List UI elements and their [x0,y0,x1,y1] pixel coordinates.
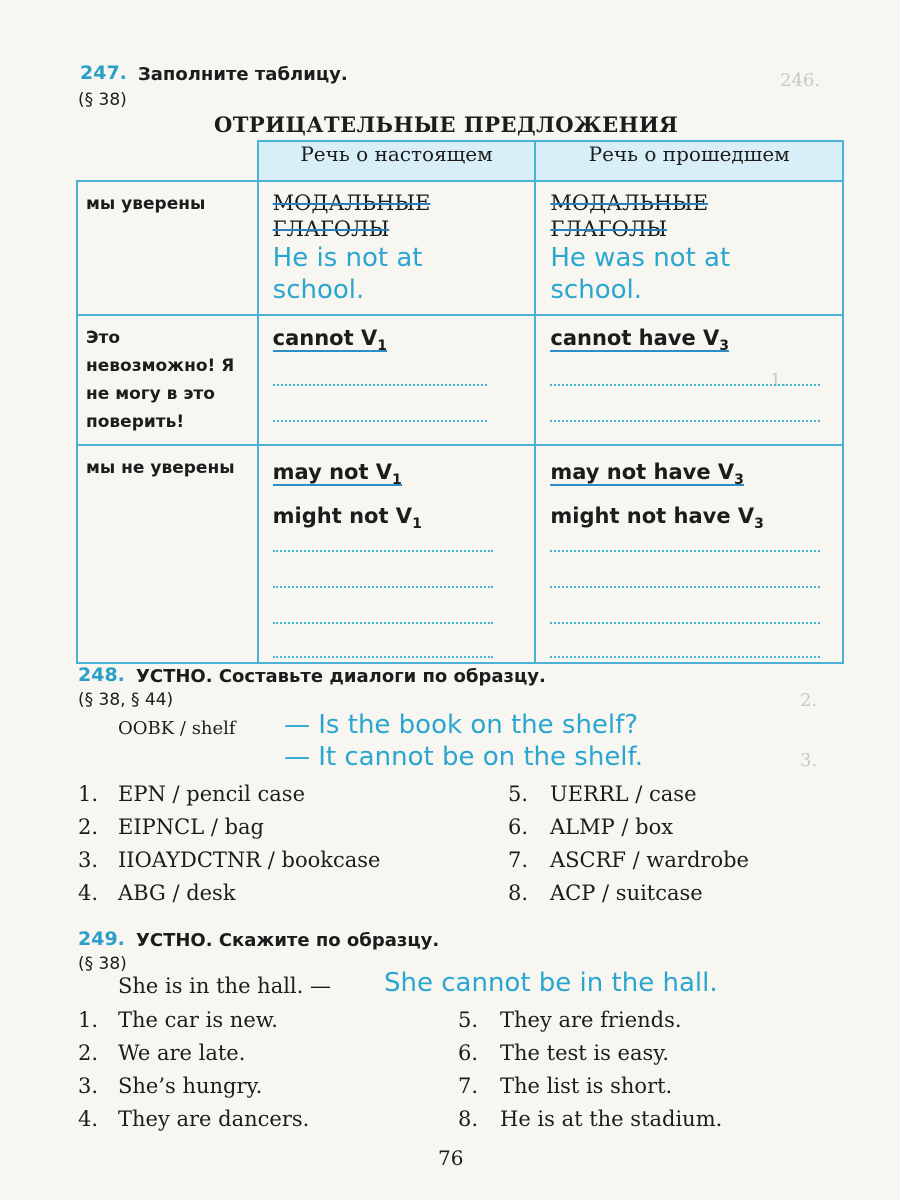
list-item: 7. The list is short. [458,1074,673,1098]
list-item: 6. ALMP / box [508,815,674,839]
cell-not-sure-past [535,445,843,663]
list-item: 3. IIOAYDCTNR / bookcase [78,848,381,872]
negative-sentences-table [76,140,844,664]
struck-text: МОДАЛЬНЫЕ ГЛАГОЛЫ [272,191,431,241]
exercise-list-right [508,778,749,910]
list-item: 5. UERRL / case [508,782,697,806]
list-item: 5. They are friends. [458,1008,682,1032]
list-item: 1. The car is new. [78,1008,278,1032]
answer-line [550,384,820,386]
exercise-list-right [458,1004,722,1136]
exercise-number: 247. [80,62,127,84]
form-text: cannot have $V_3$ [550,326,730,355]
cell-impossible-past [535,315,843,445]
handwritten-answer: — Is the book on the shelf? [284,710,639,740]
handwritten-answer: He is not at school. [272,243,423,305]
answer-line [550,586,820,588]
section-reference: (§ 38) [78,90,127,110]
show-through-text: 246. [780,70,821,91]
form-text: cannot $V_1$ [272,326,387,355]
list-item: 4. They are dancers. [78,1107,310,1131]
exercise-instruction: Заполните таблицу. [138,64,348,85]
list-item: 2. EIPNCL / bag [78,815,264,839]
answer-line [273,384,487,386]
struck-text: МОДАЛЬНЫЕ ГЛАГОЛЫ [550,191,709,241]
row-label-not-sure: мы не уверены [77,445,258,663]
list-item: 7. ASCRF / wardrobe [508,848,749,872]
row-label-impossible: Это невозможно! Я не могу в это поверить! [77,315,258,445]
answer-line [550,550,820,552]
column-header-past: Речь о прошедшем [535,141,843,181]
exercise-list-left [78,1004,309,1136]
list-item: 3. She’s hungry. [78,1074,263,1098]
answer-line [273,550,493,552]
table-title: ОТРИЦАТЕЛЬНЫЕ ПРЕДЛОЖЕНИЯ [214,112,679,137]
exercise-instruction: УСТНО. Составьте диалоги по образцу. [136,666,546,687]
example-prompt: She is in the hall. — [118,974,331,998]
show-through-text: 2. [800,690,818,711]
cell-sure-past [535,181,843,315]
section-reference: (§ 38, § 44) [78,690,174,710]
handwritten-answer: She cannot be in the hall. [384,968,718,998]
exercise-number: 249. [78,928,125,950]
answer-line [273,586,493,588]
answer-line [550,656,820,658]
form-text: may not have $V_3$ [550,460,744,489]
form-text: may not $V_1$ [272,460,402,489]
page-number: 76 [438,1146,464,1170]
form-text: might not have $V_3$ [550,504,764,533]
column-header-present: Речь о настоящем [258,141,536,181]
list-item: 8. ACP / suitcase [508,881,703,905]
show-through-text: 3. [800,750,818,771]
list-item: 1. EPN / pencil case [78,782,306,806]
handwritten-answer: He was not at school. [550,243,731,305]
list-item: 2. We are late. [78,1041,246,1065]
cell-impossible-present [258,315,536,445]
exercise-list-left [78,778,380,910]
show-through-text: 1. [770,370,788,391]
answer-line [550,420,820,422]
cell-sure-present [258,181,536,315]
form-text: might not $V_1$ [272,504,422,533]
example-prompt: OOBK / shelf [118,718,236,739]
answer-line [273,420,487,422]
cell-not-sure-present [258,445,536,663]
list-item: 8. He is at the stadium. [458,1107,723,1131]
row-label-sure: мы уверены [77,181,258,315]
section-reference: (§ 38) [78,954,127,974]
exercise-number: 248. [78,664,125,686]
exercise-instruction: УСТНО. Скажите по образцу. [136,930,440,951]
answer-line [273,622,493,624]
handwritten-answer: — It cannot be on the shelf. [284,742,644,772]
list-item: 6. The test is easy. [458,1041,670,1065]
list-item: 4. ABG / desk [78,881,236,905]
empty-corner [77,141,258,181]
answer-line [273,656,493,658]
answer-line [550,622,820,624]
